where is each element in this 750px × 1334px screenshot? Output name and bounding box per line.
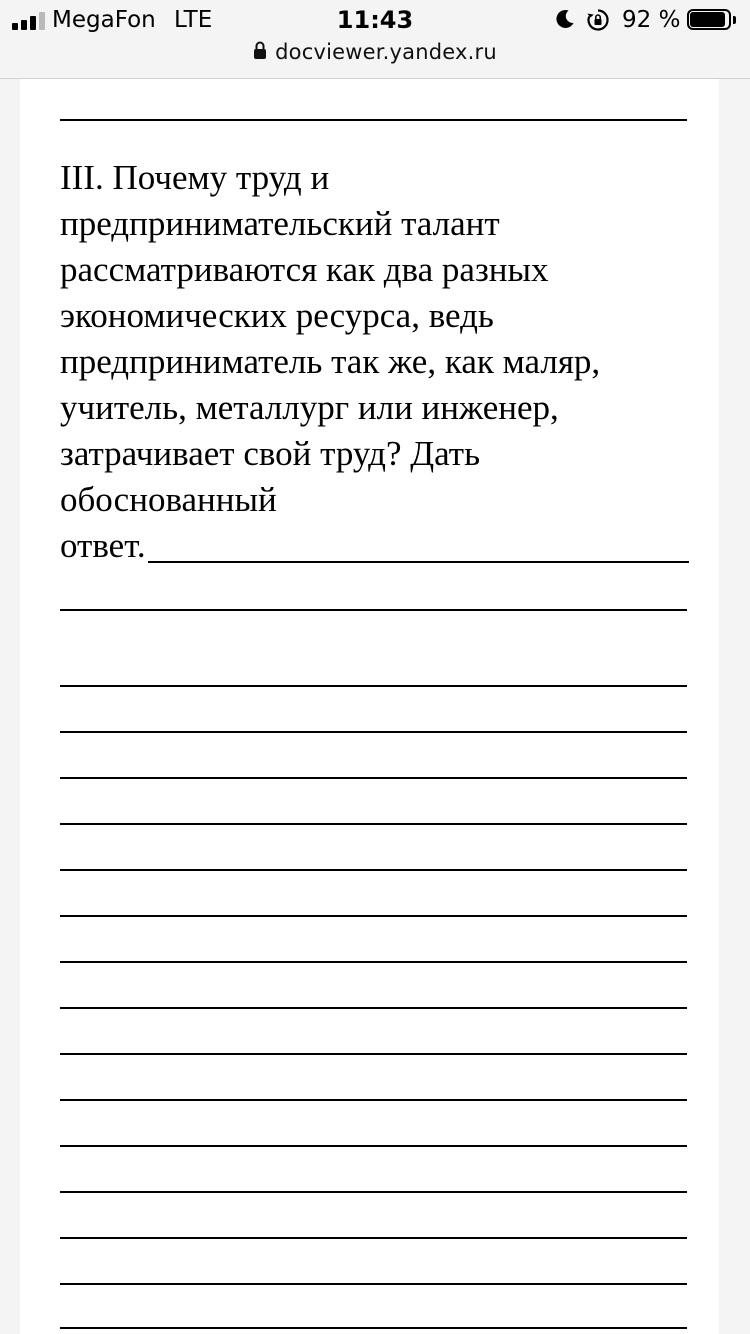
network-type: LTE bbox=[174, 7, 213, 33]
status-time: 11:43 bbox=[336, 6, 414, 34]
carrier-name: MegaFon bbox=[52, 7, 156, 33]
answer-line bbox=[60, 1053, 687, 1055]
answer-line bbox=[60, 823, 687, 825]
question-line: предпринимательский талант bbox=[60, 204, 500, 243]
battery-percent: 92 % bbox=[622, 7, 681, 33]
question-line: учитель, металлург или инженер, bbox=[60, 388, 559, 427]
answer-line bbox=[60, 869, 687, 871]
answer-line bbox=[60, 731, 687, 733]
status-bar bbox=[0, 0, 750, 40]
answer-row bbox=[60, 523, 687, 569]
question-line: предприниматель так же, как маляр, bbox=[60, 342, 601, 381]
question-line: рассматриваются как два разных bbox=[60, 250, 549, 289]
url-text[interactable]: docviewer.yandex.ru bbox=[275, 40, 497, 64]
moon-icon bbox=[555, 9, 575, 29]
document-page bbox=[20, 79, 719, 1334]
answer-line bbox=[148, 561, 689, 563]
question-line: затрачивает свой труд? Дать bbox=[60, 434, 481, 473]
question-line: экономических ресурса, ведь bbox=[60, 296, 494, 335]
answer-line bbox=[60, 119, 687, 121]
answer-line bbox=[60, 1191, 687, 1193]
answer-label: ответ. bbox=[60, 526, 146, 565]
battery-icon bbox=[687, 9, 739, 33]
answer-line bbox=[60, 1007, 687, 1009]
answer-line bbox=[60, 609, 687, 611]
answer-line bbox=[60, 1237, 687, 1239]
answer-line bbox=[60, 777, 687, 779]
answer-line bbox=[60, 1283, 687, 1285]
question-line: обоснованный bbox=[60, 480, 277, 519]
answer-line bbox=[60, 685, 687, 687]
address-bar[interactable] bbox=[0, 40, 750, 79]
question-text bbox=[60, 155, 700, 523]
answer-line bbox=[60, 1145, 687, 1147]
answer-line bbox=[60, 915, 687, 917]
answer-line bbox=[60, 1099, 687, 1101]
rotation-lock-icon bbox=[586, 8, 610, 32]
lock-icon bbox=[253, 40, 267, 60]
question-line: III. Почему труд и bbox=[60, 158, 330, 197]
answer-line bbox=[60, 961, 687, 963]
answer-line bbox=[60, 1327, 687, 1329]
